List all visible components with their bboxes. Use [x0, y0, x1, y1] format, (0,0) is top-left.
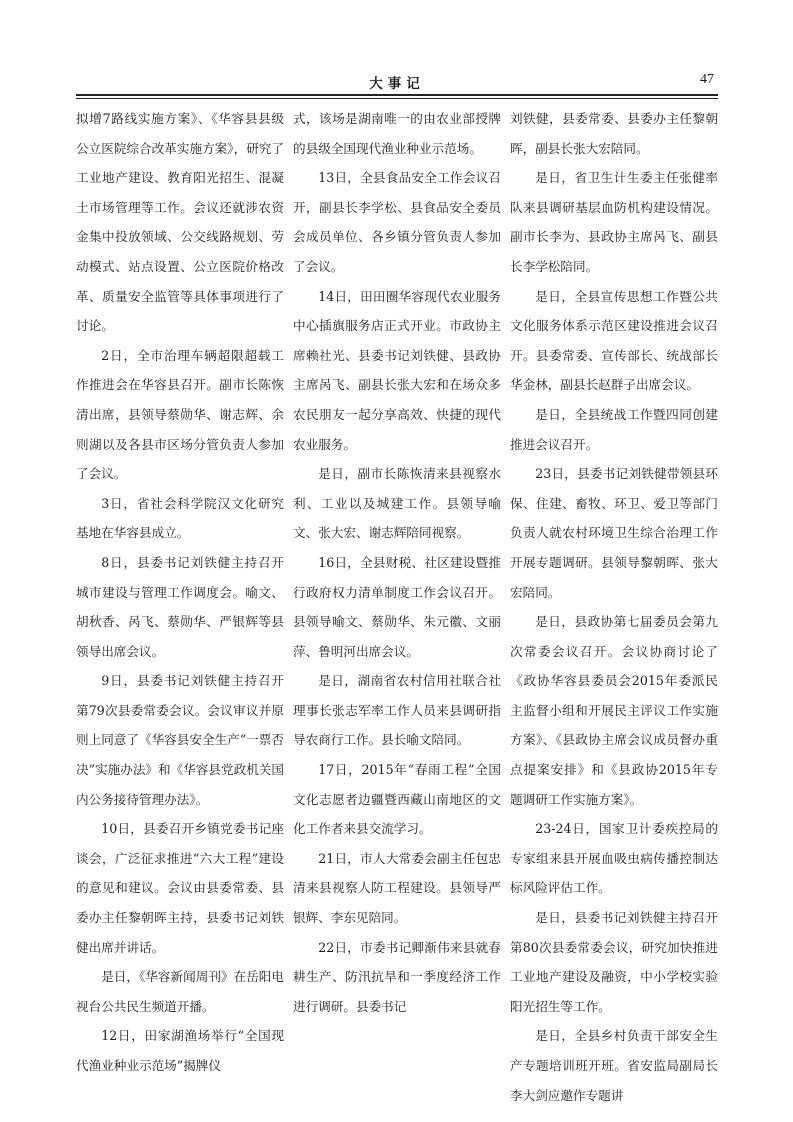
header-rule-thin [76, 98, 718, 99]
paragraph: 是日，县政协第七届委员会第九次常委会议召开。会议协商讨论了《政协华容县委员会2015年委派民主监督小组和开展民主评议工作实施方案》、《县政协主席会议成员督办重点提案安排》和《县政协2015年专题调研工作实施方案》。 [510, 614, 718, 807]
text-column-3 [510, 104, 718, 1104]
paragraph: 17日，2015年“春雨工程”全国文化志愿者边疆暨西藏山南地区的文化工作者来县交流学习。 [293, 762, 501, 837]
paragraph: 23-24日，国家卫计委疾控局的专家组来县开展血吸虫病传播控制达标风险评估工作。 [510, 821, 718, 896]
paragraph: 10日，县委召开乡镇党委书记座谈会，广泛征求推进“六大工程”建设的意见和建议。会议由县委常委、县委办主任黎朝晖主持，县委书记刘铁健出席并讲话。 [76, 821, 284, 955]
paragraph: 是日，全县乡村负责干部安全生产专题培训班开班。省安监局副局长李大剑应邀作专题讲 [510, 1028, 718, 1103]
paragraph: 刘铁健，县委常委、县委办主任黎朝晖，副县长张大宏陪同。 [510, 111, 718, 156]
page-number: 47 [700, 72, 714, 87]
running-title: 大事记 [369, 76, 425, 92]
page-header [76, 70, 718, 92]
paragraph: 12日，田家湖渔场举行“全国现代渔业种业示范场”揭牌仪 [76, 1028, 284, 1073]
text-column-1 [76, 104, 284, 1104]
paragraph: 14日，田田圈华容现代农业服务中心插旗服务店正式开业。市政协主席赖社光、县委书记刘铁健、县政协主席呙飞、副县长张大宏和在场众多农民朋友一起分享高效、快捷的现代农业服务。 [293, 288, 501, 452]
paragraph: 16日，全县财税、社区建设暨推行政府权力清单制度工作会议召开。县领导喻文、蔡勋华、朱元徽、文丽萍、鲁明河出席会议。 [293, 554, 501, 659]
paragraph: 拟增7路线实施方案》、《华容县县级公立医院综合改革实施方案》，研究了工业地产建设、教育阳光招生、混凝土市场管理等工作。会议还就涉农资金集中投放领域、公交线路规划、劳动模式、站点设置、公立医院价格改革、质量安全监管等具体事项进行了讨论。 [76, 111, 284, 334]
paragraph: 式，该场是湖南唯一的由农业部授牌的县级全国现代渔业种业示范场。 [293, 111, 501, 156]
paragraph: 2日，全市治理车辆超限超载工作推进会在华容县召开。副市长陈恢清出席，县领导蔡勋华、谢志辉、余则湖以及各县市区场分管负责人参加了会议。 [76, 347, 284, 482]
paragraph: 21日，市人大常委会副主任包忠清来县视察人防工程建设。县领导严银辉、李东见陪同。 [293, 850, 501, 926]
paragraph: 23日，县委书记刘铁健带领县环保、住建、畜牧、环卫、爱卫等部门负责人就农村环境卫生综合治理工作开展专题调研。县领导黎朝晖、张大宏陪同。 [510, 466, 718, 600]
text-column-2 [293, 104, 501, 1104]
paragraph: 8日，县委书记刘铁健主持召开城市建设与管理工作调度会。喻文、胡秋香、呙飞、蔡勋华、严银辉等县领导出席会议。 [76, 554, 284, 659]
paragraph: 是日，省卫生计生委主任张健率队来县调研基层血防机构建设情况。副市长李为、县政协主席呙飞、副县长李学松陪同。 [510, 170, 718, 274]
paragraph: 22日，市委书记卿渐伟来县就春耕生产、防汛抗旱和一季度经济工作进行调研。县委书记 [293, 939, 501, 1014]
paragraph: 是日，湖南省农村信用社联合社理事长张志军率工作人员来县调研指导农商行工作。县长喻文陪同。 [293, 673, 501, 748]
paragraph: 是日，副市长陈恢清来县视察水利、工业以及城建工作。县领导喻文、张大宏、谢志辉陪同视察。 [293, 466, 501, 541]
paragraph: 是日，全县宣传思想工作暨公共文化服务体系示范区建设推进会议召开。县委常委、宣传部长、统战部长华金林，副县长赵群子出席会议。 [510, 288, 718, 393]
paragraph: 是日，县委书记刘铁健主持召开第80次县委常委会议，研究加快推进工业地产建设及融资，中小学校实验阳光招生等工作。 [510, 910, 718, 1014]
paragraph: 是日，《华容新闻周刊》在岳阳电视台公共民生频道开播。 [76, 969, 284, 1014]
paragraph: 13日，全县食品安全工作会议召开，副县长李学松、县食品安全委员会成员单位、各乡镇分管负责人参加了会议。 [293, 170, 501, 274]
paragraph: 是日，全县统战工作暨四同创建推进会议召开。 [510, 406, 718, 452]
header-rule-thick [76, 94, 718, 96]
paragraph: 9日，县委书记刘铁健主持召开第79次县委常委会议。会议审议并原则上同意了《华容县安全生产“一票否决”实施办法》和《华容县党政机关国内公务接待管理办法》。 [76, 673, 284, 807]
paragraph: 3日，省社会科学院汉文化研究基地在华容县成立。 [76, 495, 284, 541]
